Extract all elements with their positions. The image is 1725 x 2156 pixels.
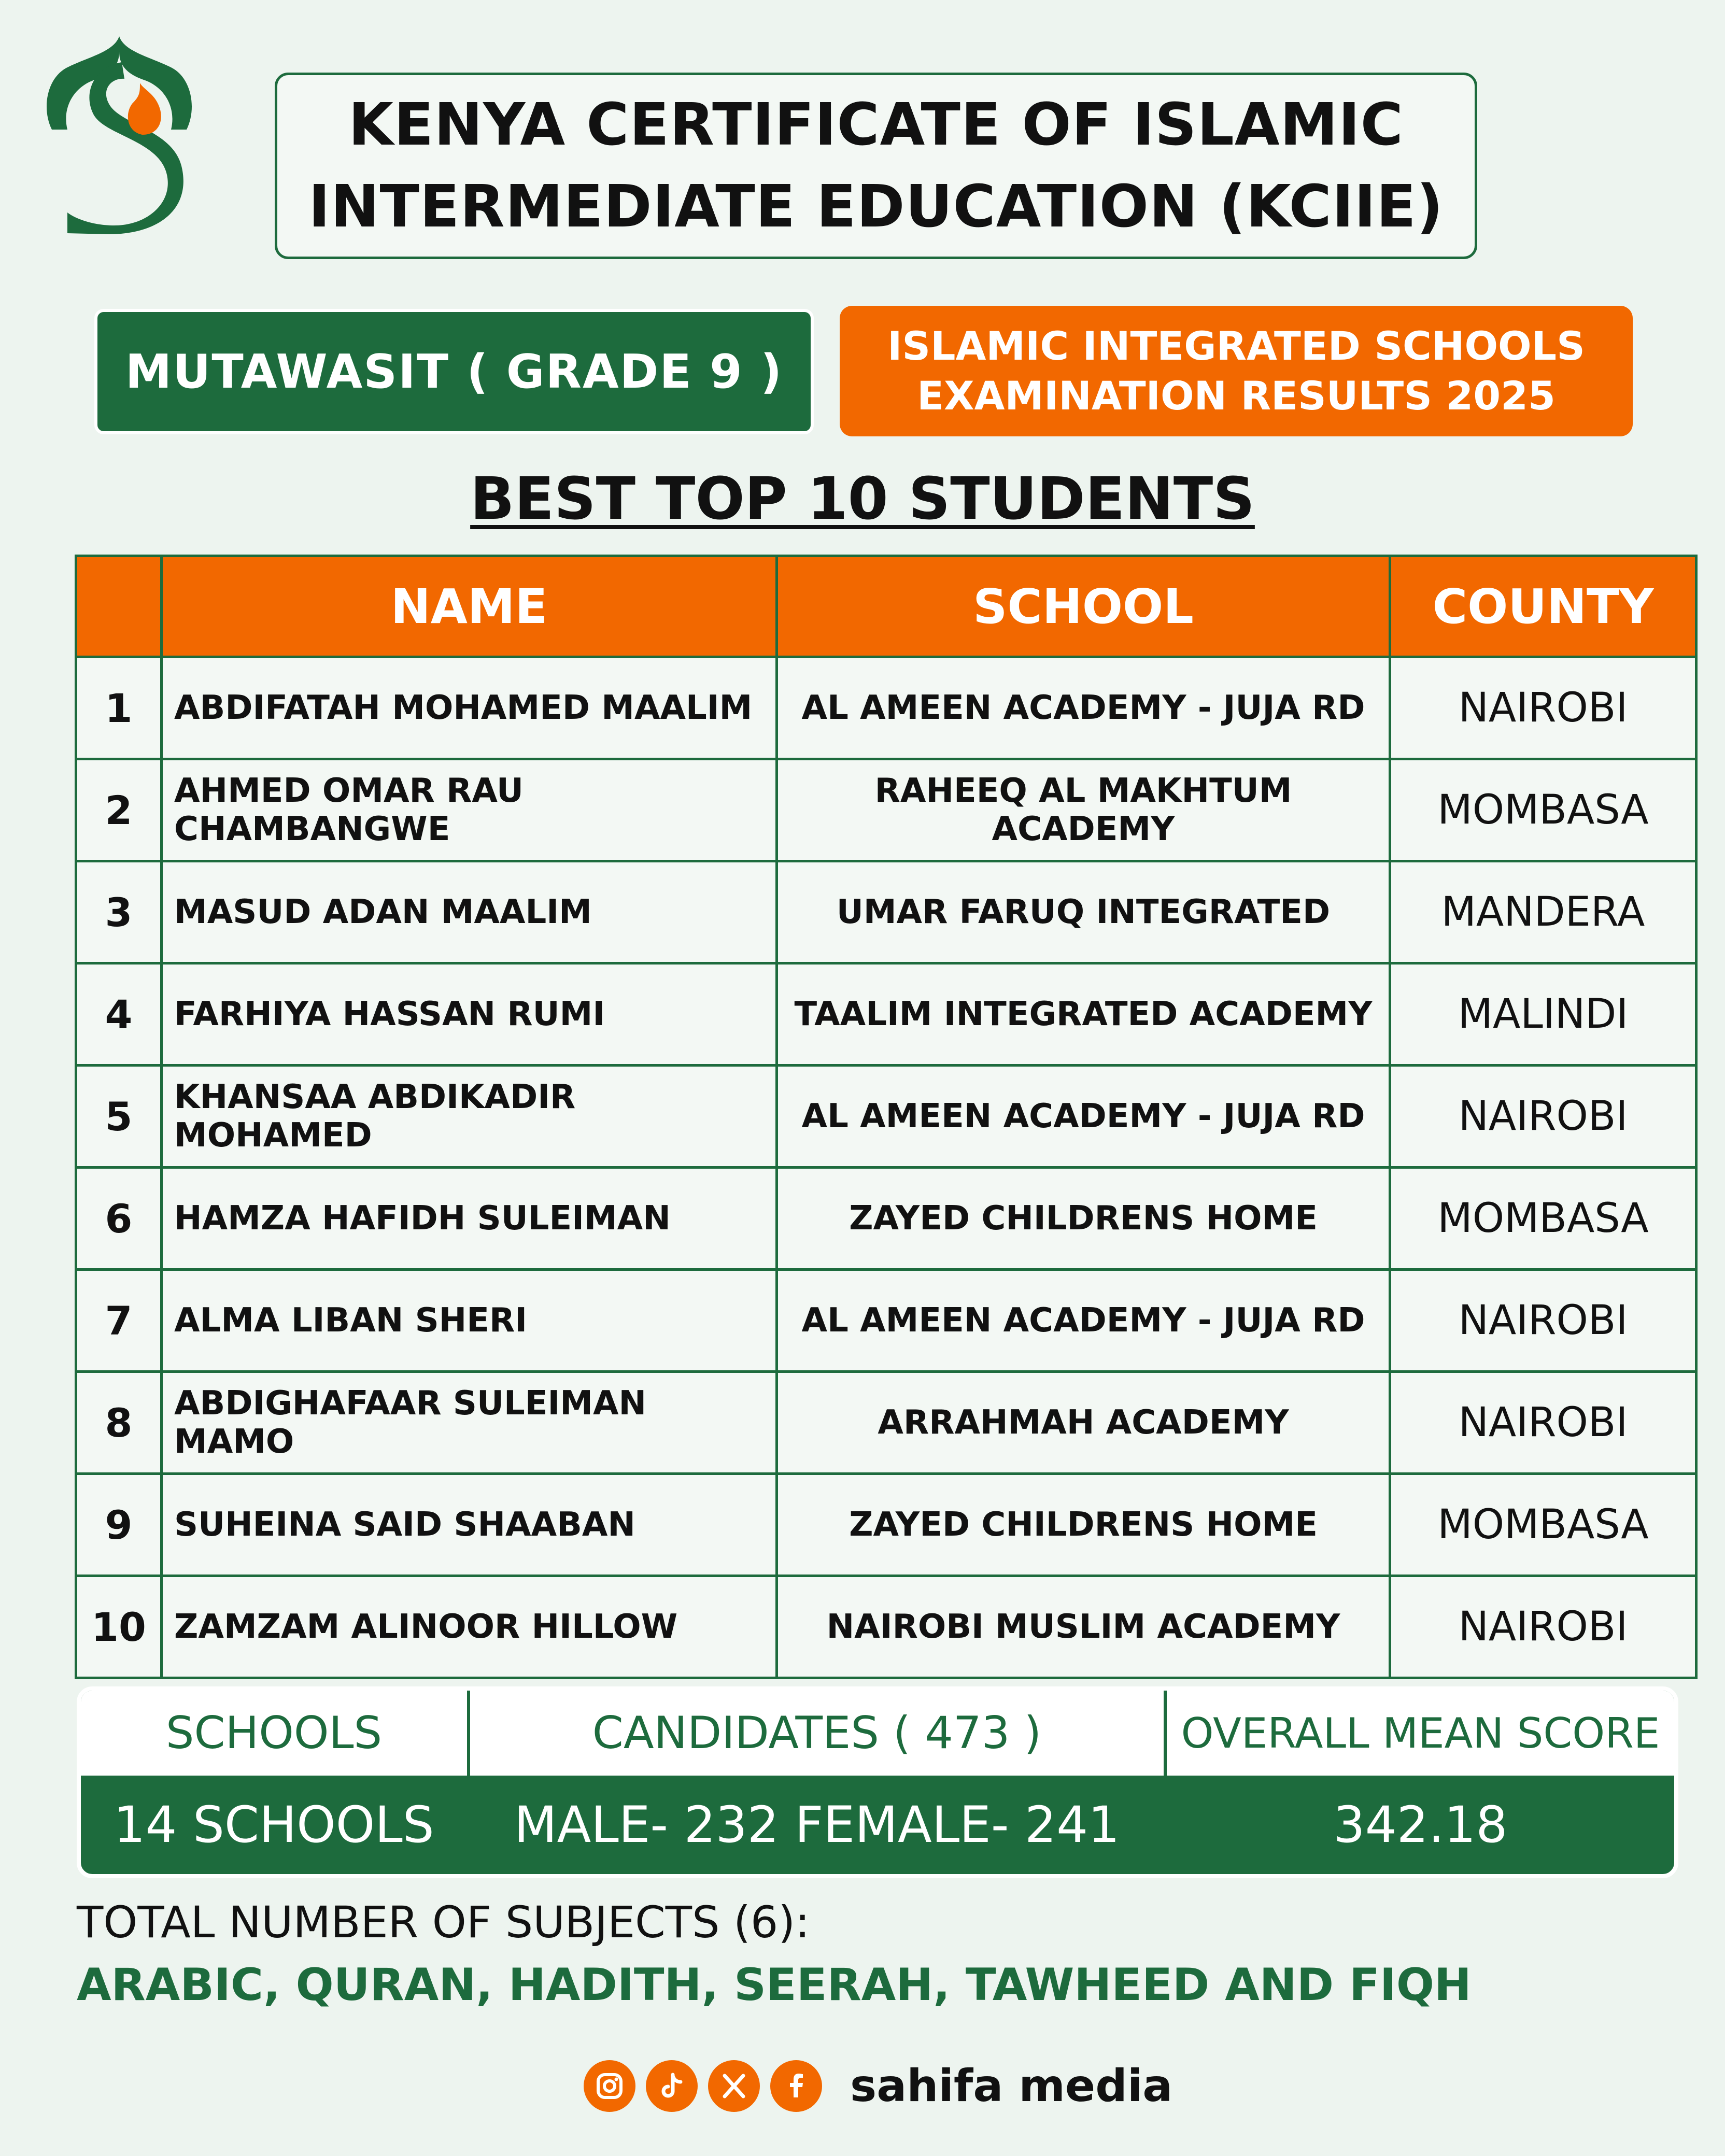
school-cell: ARRAHMAH ACADEMY [777, 1372, 1390, 1474]
mean-label: OVERALL MEAN SCORE [1167, 1691, 1674, 1776]
rank-cell: 3 [76, 861, 162, 963]
tiktok-icon[interactable] [646, 2060, 698, 2112]
subjects-label: TOTAL NUMBER OF SUBJECTS (6): [77, 1897, 810, 1948]
name-cell: ABDIFATAH MOHAMED MAALIM [162, 657, 777, 759]
school-cell: ZAYED CHILDRENS HOME [777, 1168, 1390, 1270]
school-cell: TAALIM INTEGRATED ACADEMY [777, 963, 1390, 1066]
candidates-summary [470, 1691, 1164, 1874]
exam-title-box [275, 73, 1477, 259]
table-row [76, 1066, 1696, 1168]
school-cell: AL AMEEN ACADEMY - JUJA RD [777, 1066, 1390, 1168]
header-county: COUNTY [1390, 556, 1696, 657]
county-cell: MOMBASA [1390, 1474, 1696, 1576]
sahifa-s-logo-icon [36, 31, 202, 238]
results-badge-line-1: ISLAMIC INTEGRATED SCHOOLS [887, 323, 1585, 369]
header-school: SCHOOL [777, 556, 1390, 657]
school-cell: NAIROBI MUSLIM ACADEMY [777, 1576, 1390, 1678]
section-title: BEST TOP 10 STUDENTS [470, 465, 1255, 533]
rank-cell: 8 [76, 1372, 162, 1474]
county-cell: MOMBASA [1390, 1168, 1696, 1270]
name-cell: ALMA LIBAN SHERI [162, 1270, 777, 1372]
footer [584, 2058, 1172, 2115]
table-row [76, 963, 1696, 1066]
summary-box [77, 1686, 1678, 1878]
name-cell: MASUD ADAN MAALIM [162, 861, 777, 963]
name-cell: ZAMZAM ALINOOR HILLOW [162, 1576, 777, 1678]
name-cell: ABDIGHAFAAR SULEIMAN MAMO [162, 1372, 777, 1474]
x-icon[interactable] [708, 2060, 760, 2112]
exam-title-line-2: INTERMEDIATE EDUCATION (KCIIE) [308, 173, 1444, 240]
name-cell: AHMED OMAR RAU CHAMBANGWE [162, 759, 777, 861]
rank-cell: 1 [76, 657, 162, 759]
county-cell: MALINDI [1390, 963, 1696, 1066]
county-cell: MOMBASA [1390, 759, 1696, 861]
school-cell: AL AMEEN ACADEMY - JUJA RD [777, 1270, 1390, 1372]
school-cell: UMAR FARUQ INTEGRATED [777, 861, 1390, 963]
table-row [76, 1168, 1696, 1270]
name-cell: SUHEINA SAID SHAABAN [162, 1474, 777, 1576]
table-row [76, 1270, 1696, 1372]
table-row [76, 657, 1696, 759]
school-cell: ZAYED CHILDRENS HOME [777, 1474, 1390, 1576]
candidates-value: MALE- 232 FEMALE- 241 [514, 1796, 1120, 1854]
county-cell: NAIROBI [1390, 1270, 1696, 1372]
county-cell: NAIROBI [1390, 657, 1696, 759]
schools-label: SCHOOLS [81, 1691, 467, 1776]
county-cell: NAIROBI [1390, 1372, 1696, 1474]
county-cell: NAIROBI [1390, 1066, 1696, 1168]
rank-cell: 7 [76, 1270, 162, 1372]
rank-cell: 10 [76, 1576, 162, 1678]
rank-cell: 2 [76, 759, 162, 861]
name-cell: HAMZA HAFIDH SULEIMAN [162, 1168, 777, 1270]
mean-value: 342.18 [1333, 1796, 1508, 1854]
rank-cell: 9 [76, 1474, 162, 1576]
results-badge-line-2: EXAMINATION RESULTS 2025 [917, 373, 1556, 419]
schools-value: 14 SCHOOLS [114, 1796, 434, 1854]
facebook-icon[interactable] [770, 2060, 822, 2112]
header-name: NAME [162, 556, 777, 657]
county-cell: MANDERA [1390, 861, 1696, 963]
county-cell: NAIROBI [1390, 1576, 1696, 1678]
table-header-row [76, 556, 1696, 657]
name-cell: FARHIYA HASSAN RUMI [162, 963, 777, 1066]
results-badge [840, 306, 1633, 436]
school-cell: RAHEEQ AL MAKHTUM ACADEMY [777, 759, 1390, 861]
table-row [76, 1474, 1696, 1576]
table-row [76, 759, 1696, 861]
table-row [76, 1372, 1696, 1474]
brand-name: sahifa media [850, 2060, 1173, 2112]
rank-cell: 4 [76, 963, 162, 1066]
top-students-table [75, 555, 1698, 1679]
candidates-label: CANDIDATES ( 473 ) [470, 1691, 1164, 1776]
table-row [76, 1576, 1696, 1678]
table-row [76, 861, 1696, 963]
name-cell: KHANSAA ABDIKADIR MOHAMED [162, 1066, 777, 1168]
header-rank [76, 556, 162, 657]
rank-cell: 5 [76, 1066, 162, 1168]
grade-badge: MUTAWASIT ( GRADE 9 ) [94, 309, 814, 434]
exam-title-line-1: KENYA CERTIFICATE OF ISLAMIC [348, 91, 1404, 159]
schools-summary [81, 1691, 467, 1874]
instagram-icon[interactable] [584, 2060, 635, 2112]
mean-summary [1167, 1691, 1674, 1874]
subjects-list: ARABIC, QURAN, HADITH, SEERAH, TAWHEED AND FIQH [77, 1959, 1472, 2011]
rank-cell: 6 [76, 1168, 162, 1270]
school-cell: AL AMEEN ACADEMY - JUJA RD [777, 657, 1390, 759]
